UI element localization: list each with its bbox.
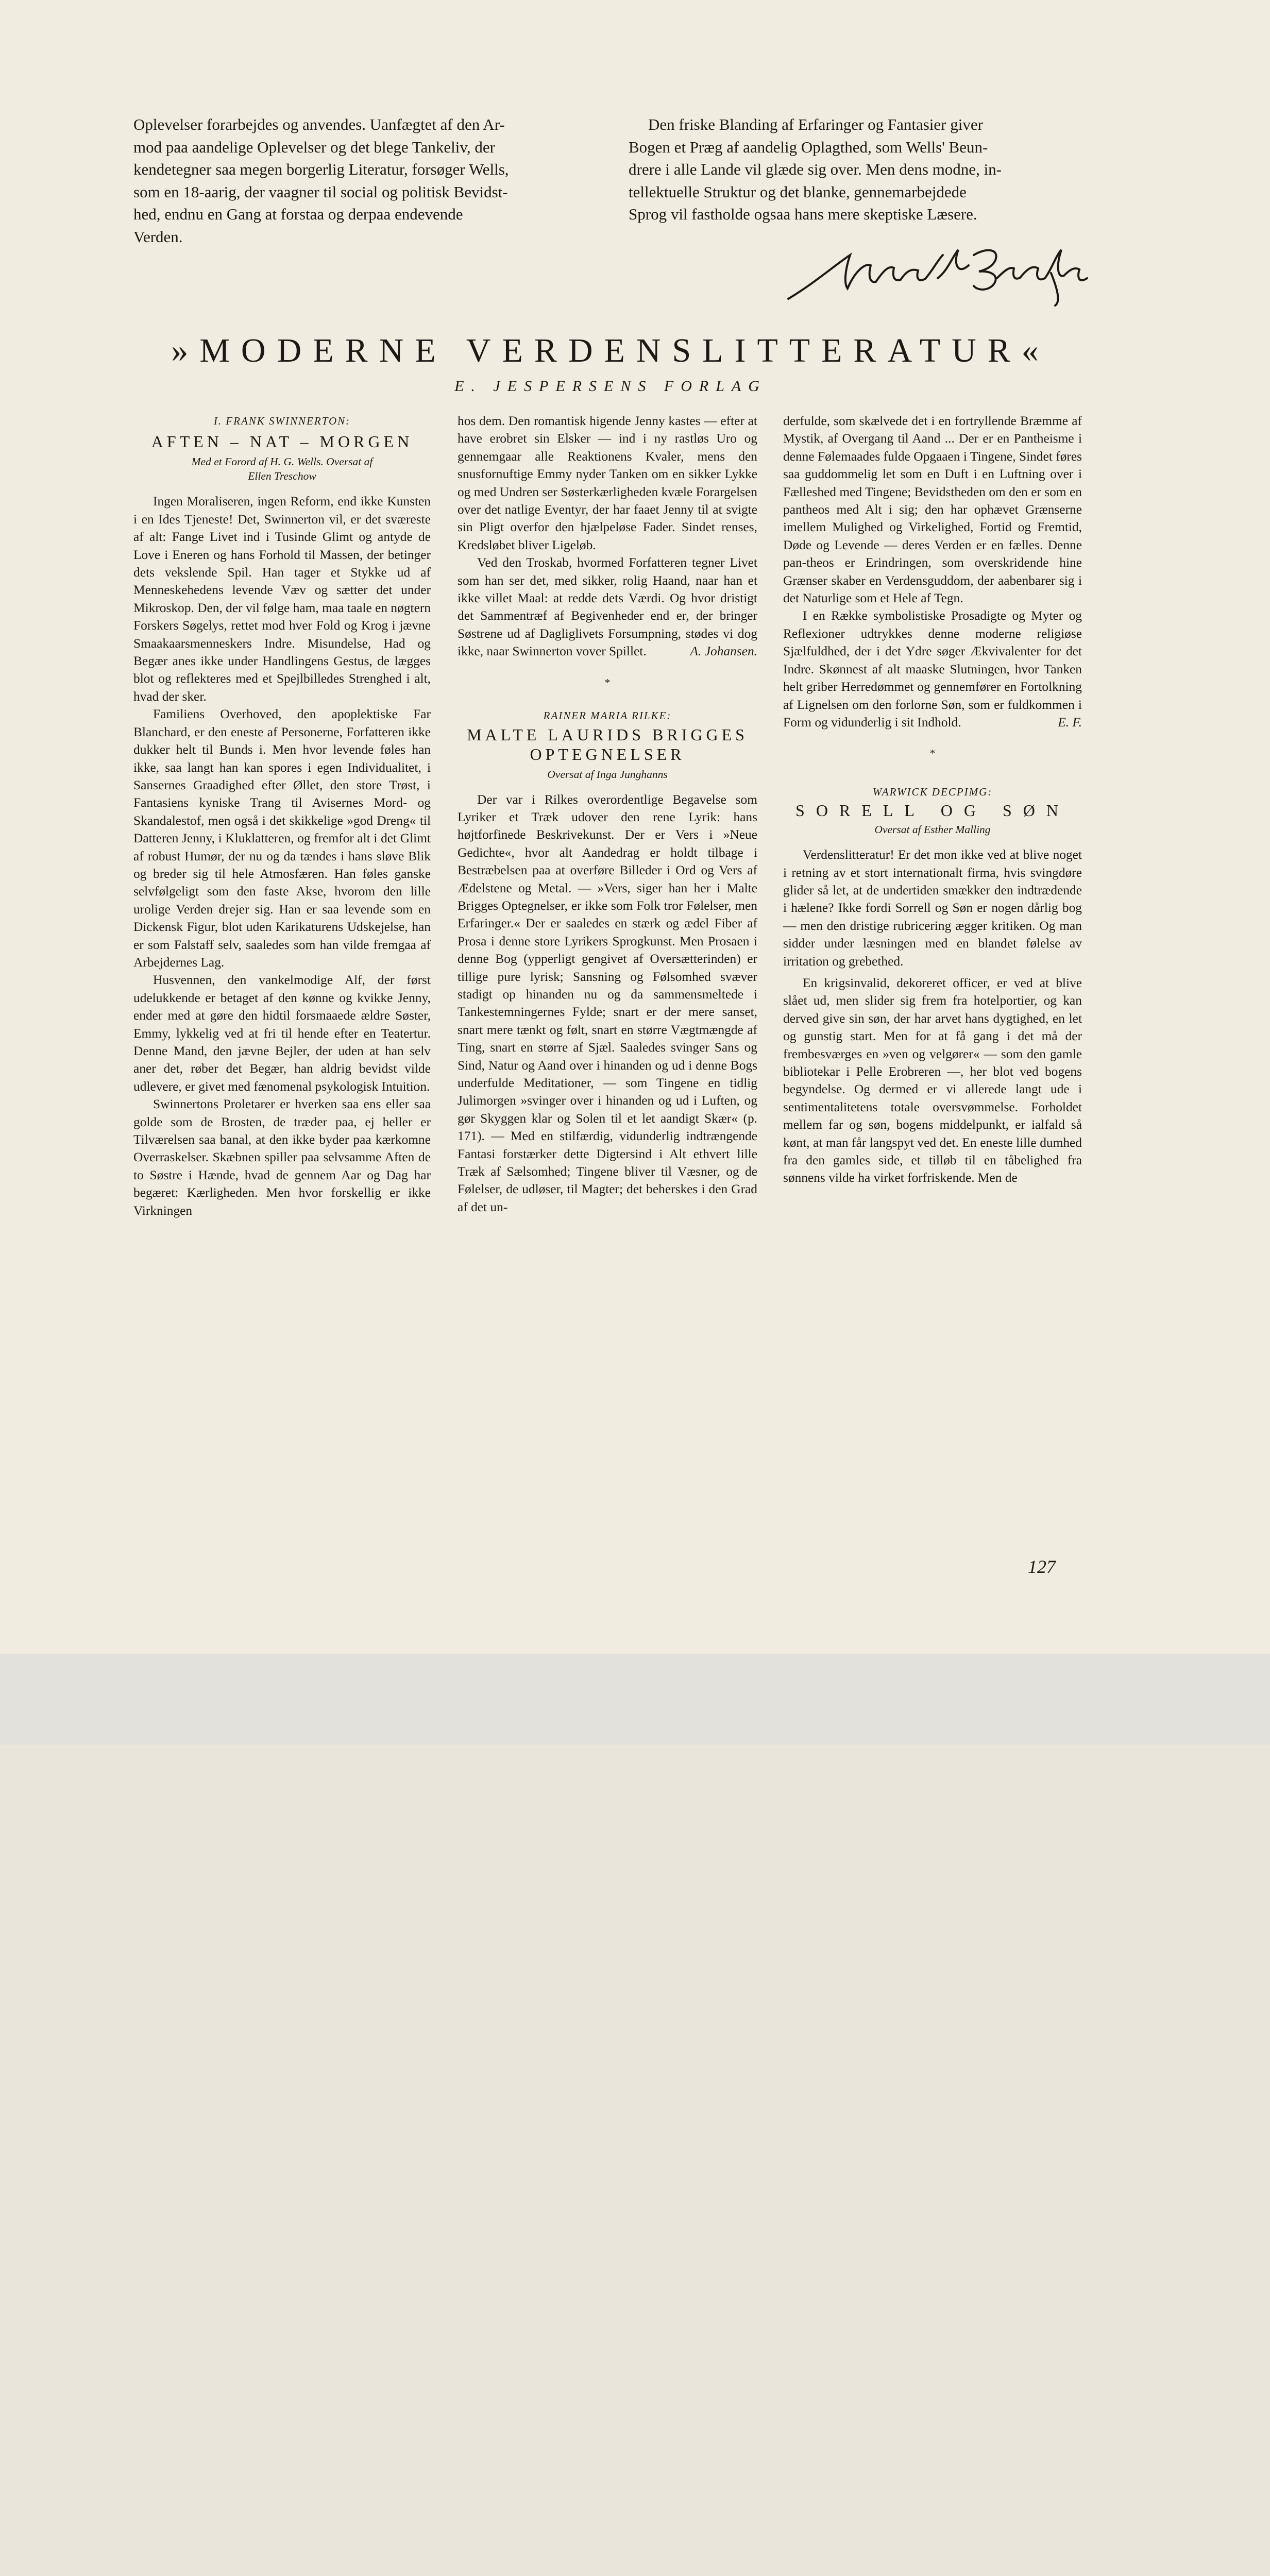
review-title (458, 725, 757, 764)
review-paragraph (458, 554, 757, 660)
intro-left-column (133, 113, 597, 248)
digitization-footer (0, 1654, 1270, 1744)
review-author: WARWICK DECPIMG: (872, 785, 993, 798)
intro-line: som en 18-aarig, der vaagner til social og politisk Bevidst- (133, 182, 508, 201)
intro-line: hed, endnu en Gang at forstaa og derpaa endevende (133, 205, 463, 224)
review-paragraph: Der var i Rilkes overordentlige Begavelse som Lyriker et Træk udover den rene Lyrik: hans højtforfinede Beskrivekunst. Der er Vers i »Neue Gedichte«, hvor alt Aandedrag er holdt tilbage i Bestræbelsen paa at overføre Billeder i Ord og Vers af Ædelstene og Metal. — »Vers, siger han her i Malte Brigges Optegnelser, er ikke som Folk tror Følelser, men Erfaringer.« Der er saaledes en stærk og ædel Fiber af Prosa i denne store Lyrikers Sprogkunst. Men Prosaen i denne Bog (ypperligt gengivet af Oversætterinden) er tillige pure lyrisk; Sansning og Følsomhed svæver stadigt op hinanden nu og da sammensmeltede i Tankestemningernes Fylde; snart er der mere sanset, snart mere tænkt og følt, snart en større Vægtmængde af Ting, snart en større af Sjæl. Saaledes svinger Sans og Sind, Natur og Aand over i hinanden og ud i denne Bogs underfulde Meditationer, — som Tingene en tidlig Julimorgen »svinger over i hinanden og ud i Luften, og gør Skyggen klar og Solen til et let aandigt Skær« (p. 171). — Med en stilfærdig, vidunderlig indtrængende Fantasi forstærker dette Digtersind i Alt ethvert lille Træk af Sælsomhed; Tingene bliver til Væsner, og de Følelser, de udløser, til Magter; det beherskes i den Grad af det un- (458, 792, 757, 1214)
review-paragraph-text: Ved den Troskab, hvormed Forfatteren tegner Livet som han ser det, med sikker, rolig Haand, naar han et ikke villet Maal: at redde dets Værdi. Og hvor dristigt det Sammentræf af Begivenheder end er, der bringer Søstrene ud af Dagliglivets Forsumpning, stødes vi dog ikke, naar Swinnerton vover Spillet. (458, 555, 757, 659)
title-line: OPTEGNELSER (530, 744, 685, 764)
review-subtitle: Oversat af Esther Malling (874, 823, 991, 836)
separator-star: * (604, 676, 611, 689)
handwritten-signature (783, 234, 1097, 307)
review-paragraph: Verdenslitteratur! Er det mon ikke ved at blive noget i retning av et stort internationalt firma, hvis svingdøre glider så let, at de undertiden smækker den indtrædende i hælene? Ikke fordi Sorrell og Søn er nogen dårlig bog — men den dristige rubricering ægger kritiken. Og man sidder under læsningen med en blandet følelse av irritation og grebethed. (783, 848, 1082, 969)
review-subtitle: Oversat af Inga Junghanns (547, 768, 668, 781)
separator-star: * (929, 747, 936, 760)
page-number: 127 (1028, 1556, 1056, 1577)
review-author: I. FRANK SWINNERTON: (213, 415, 351, 427)
review-signature: E. F. (1058, 715, 1082, 730)
intro-line: drere i alle Lande vil glæde sig over. Men dens modne, in- (629, 160, 1002, 179)
publisher-line: E. JESPERSENS FORLAG (454, 378, 767, 395)
title-line: MALTE LAURIDS BRIGGES (467, 725, 748, 744)
review-column-3 (783, 412, 1082, 1187)
review-paragraph: Husvennen, den vankelmodige Alf, der først udelukkende er betaget af den kønne og kvikke Jenny, ender med at gøre den hidtil forsmaaede ældre Søster, Emmy, lykkelig ved at fri til hende efter en Teatertur. Denne Mand, den jævne Bejler, der uden at han selv aner det, røber det Begær, han aldrig bevidst vilde udlevere, er givet med fænomenal psykologisk Intuition. (133, 973, 431, 1094)
review-paragraph: En krigsinvalid, dekoreret officer, er ved at blive slået ud, men slider sig frem fra hotelportier, og kan derved give sin søn, der har arvet hans dygtighed, en let og gunstig start. Men for at få gang i det må der frembesværges en »ven og velgører« — som den gamle bibliotekar i Pelle Erobreren —, her blot ved bogens begyndelse. Og dermed er vi allerede langt ude i sentimentalitetens totale oversvømmelse. Forholdet mellem far og søn, bogens middelpunkt, er ialfald så kønt, at man får langspyt ved det. En eneste lille dumhed fra den gamles side, et tilløb til en tåbelighed fra sønnens vilde ha virket forfriskende. Men de (783, 975, 1082, 1185)
review-title: AFTEN – NAT – MORGEN (151, 432, 413, 451)
intro-right-column (629, 113, 1082, 226)
intro-line: Bogen et Præg af aandelig Oplagthed, som Wells' Beun- (629, 138, 988, 156)
intro-line: kendetegner saa megen borgerlig Literatur, forsøger Wells, (133, 160, 509, 179)
review-column-1 (133, 412, 431, 1219)
intro-line: Sprog vil fastholde ogsaa hans mere skeptiske Læsere. (629, 205, 977, 224)
intro-line: Verden. (133, 227, 183, 246)
review-paragraph-text: I en Række symbolistiske Prosadigte og Myter og Reflexioner udtrykkes denne moderne religiøse Sjælfuldhed, der i det Ydre søger Ækvivalenter for det Indre. Skønnest af alt maaske Slutningen, hvor Tanken helt griber Herredømmet og gennemfører en Fortolkning af Lignelsen om den forlorne Søn, som er fuldkommen i Form og vidunderlig i sit Indhold. (783, 608, 1082, 730)
review-author: RAINER MARIA RILKE: (543, 709, 672, 722)
intro-line: Oplevelser forarbejdes og anvendes. Uanfægtet af den Ar- (133, 115, 505, 133)
intro-line: tellektuelle Struktur og det blanke, gennemarbejdede (629, 182, 967, 201)
intro-line: Den friske Blanding af Erfaringer og Fantasier giver (648, 115, 983, 133)
review-paragraph: Familiens Overhoved, den apoplektiske Far Blanchard, er den eneste af Personerne, Forfatteren ikke dukker helt til Bunds i. Men hvor levende føles han ikke, saa langt han kan spores i egen Individualitet, i Sansernes Graadighed efter Øllet, den store Trøst, i Fantasiens kyniske Trang til Avisernes Mord- og Skandalestof, men også i det skikkelige »god Dreng« til Datteren Jenny, i Kluklatteren, og fremfor alt i det Glimt af robust Humør, der nu og da tændes i hans sløve Blik og breder sig til hele Atmosfæren. Han føles ganske selvfølgeligt som den faste Akse, hvorom den lille urolige Verden drejer sig. Han er saa levende som en Dickensk Figur, blot uden Karikaturens Udskejelse, han er som Falstaff selv, saaledes som han vilde fremgaa af Arbejdernes Lag. (133, 707, 431, 970)
review-paragraph: derfulde, som skælvede det i en fortryllende Bræmme af Mystik, af Overgang til Aand ... Der er en Pantheisme i denne Følemaades fulde Opgaaen i Tingene, Sindet føres saa guddommelig let som en Duft i en Luftning over i Fælleshed med Tingene; Bevidstheden om den er som en pantheos med Alt i sig; den har ophævet Grænserne imellem Mulighed og Virkelighed, Fortid og Fremtid, Døde og Levende — deres Verden er en fælles. Denne pan-theos er Erindringen, som overskridende hine Grænser skaber en Verdensguddom, der aabenbarer sig i det Naturlige som et Hele af Tegn. (783, 414, 1082, 606)
review-paragraph: Swinnertons Proletarer er hverken saa ens eller saa golde som de Brosten, de træder paa, ej heller er Tilværelsen saa banal, at den ikke byder paa kærkomne Overraskelser. Skæbnen spiller paa selvsamme Aften de to Søstre i Hænde, hvad de gennem Aar og Dag har begæret: Kærligheden. Men hvor forskellig er ikke Virkningen (133, 1097, 431, 1218)
series-title: »MODERNE VERDENSLITTERATUR« (171, 332, 1050, 369)
intro-line: mod paa aandelige Oplevelser og det blege Tankeliv, der (133, 138, 495, 156)
review-paragraph: Ingen Moraliseren, ingen Reform, end ikke Kunsten i en Ides Tjeneste! Det, Swinnerton vil, er det sværeste af alt: Fange Livet ind i Tusinde Glimt og antyde de Love i Eneren og hans Forhold til Massen, der betinger dets vekslende Spil. Han tager et Stykke ud af Menneskehedens levende Væv og sætter det under Mikroskop. Den, der vil følge ham, maa taale en nøgtern Forskers Søgelys, rettet mod hver Fold og Krog i jævne Smaakaarsmenneskers Indre. Misundelse, Had og Begær anes ikke under Handlingens Gestus, de lægges blot og reflekteres med et Spejlbilledes Strenghed i alt, hvad der sker. (133, 494, 431, 704)
review-title: SORELL OG SØN (795, 801, 1070, 820)
review-signature: A. Johansen. (690, 644, 757, 659)
review-column-2 (458, 412, 757, 1216)
review-subtitle (133, 454, 431, 483)
subtitle-line: Ellen Treschow (248, 470, 316, 483)
review-paragraph (783, 607, 1082, 731)
subtitle-line: Med et Forord af H. G. Wells. Oversat af (191, 455, 373, 468)
review-paragraph: hos dem. Den romantisk higende Jenny kastes — efter at have erobret sin Elsker — ind i ny rastløs Uro og gennemgaar alle Reaktionens Kvaler, mens den snusfornuftige Emmy nyder Tanken om en sikker Lykke og med Undren ser Søsterkærligheden kvæle Forargelsen over det natlige Eventyr, der har faaet Jenny til at svigte sin Pligt overfor den hjælpeløse Fader. Sindet renses, Kredsløbet bliver Ligeløb. (458, 414, 757, 552)
